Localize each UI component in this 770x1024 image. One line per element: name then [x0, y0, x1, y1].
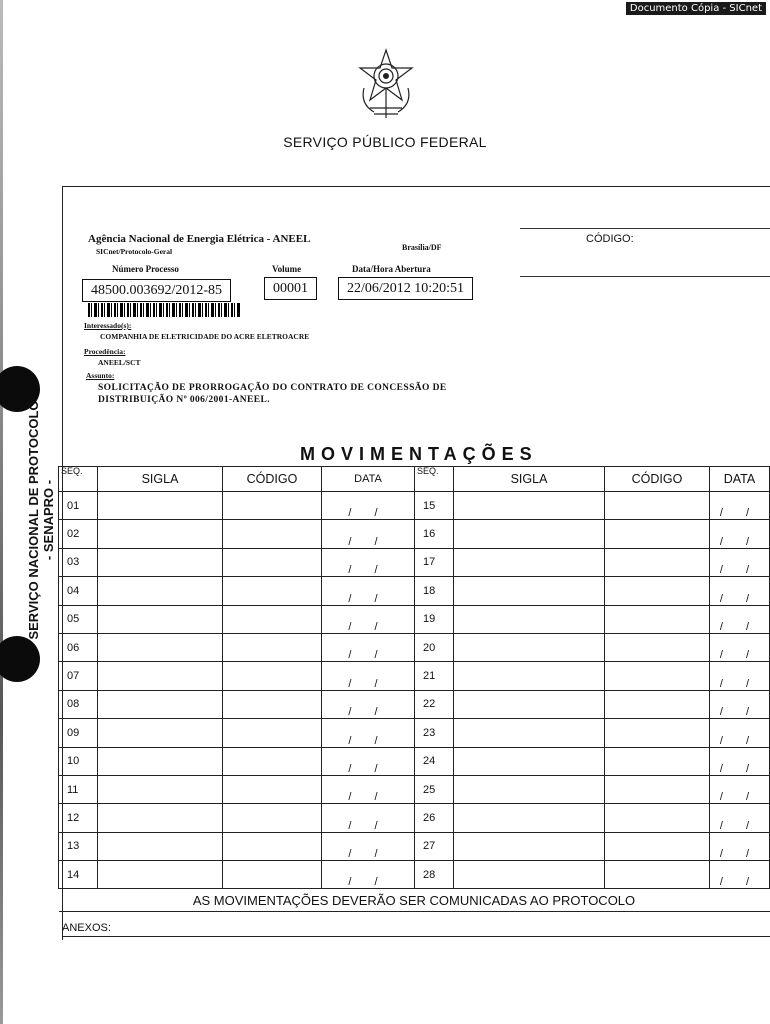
sigla-cell-left	[98, 804, 223, 832]
seq-right: 23	[415, 719, 454, 747]
sigla-cell-right	[454, 861, 605, 889]
data-header-right: DATA	[710, 467, 770, 492]
seq-left: 14	[59, 861, 98, 889]
data-cell-left: / /	[322, 662, 415, 690]
codigo-cell-left	[223, 775, 322, 803]
codigo-header-left: CÓDIGO	[223, 467, 322, 492]
table-row	[59, 492, 770, 520]
sigla-cell-right	[454, 548, 605, 576]
codigo-cell-right	[605, 492, 710, 520]
city: Brasília/DF	[402, 243, 442, 252]
codigo-cell-left	[223, 719, 322, 747]
table-row	[59, 548, 770, 576]
watermark: Documento Cópia - SICnet	[626, 2, 766, 15]
seq-left: 11	[59, 775, 98, 803]
data-cell-right: / /	[710, 548, 770, 576]
codigo-cell-right	[605, 861, 710, 889]
seq-left: 04	[59, 577, 98, 605]
table-header-row	[59, 467, 770, 492]
seq-left: 07	[59, 662, 98, 690]
codigo-cell-right	[605, 605, 710, 633]
anexos-label: ANEXOS:	[62, 922, 111, 934]
data-cell-right: / /	[710, 520, 770, 548]
sigla-cell-left	[98, 605, 223, 633]
codigo-cell-left	[223, 577, 322, 605]
volume-label: Volume	[272, 264, 302, 274]
seq-right: 22	[415, 690, 454, 718]
seq-left: 13	[59, 832, 98, 860]
table-row	[59, 520, 770, 548]
codigo-cell-right	[605, 520, 710, 548]
sigla-cell-left	[98, 747, 223, 775]
codigo-cell-right	[605, 775, 710, 803]
table-row	[59, 775, 770, 803]
data-cell-right: / /	[710, 804, 770, 832]
sigla-cell-left	[98, 548, 223, 576]
volume-value: 00001	[264, 277, 317, 300]
seq-right: 16	[415, 520, 454, 548]
codigo-cell-right	[605, 577, 710, 605]
data-cell-left: / /	[322, 605, 415, 633]
codigo-cell-left	[223, 832, 322, 860]
sigla-header-right: SIGLA	[454, 467, 605, 492]
coat-of-arms-icon	[356, 48, 416, 120]
data-cell-right: / /	[710, 775, 770, 803]
seq-right: 19	[415, 605, 454, 633]
codigo-rule-top	[520, 228, 770, 229]
seq-left: 02	[59, 520, 98, 548]
seq-left: 05	[59, 605, 98, 633]
data-cell-left: / /	[322, 492, 415, 520]
barcode	[88, 303, 240, 317]
sigla-cell-left	[98, 690, 223, 718]
table-row	[59, 861, 770, 889]
sigla-cell-right	[454, 492, 605, 520]
sigla-cell-left	[98, 662, 223, 690]
codigo-cell-left	[223, 548, 322, 576]
sigla-cell-right	[454, 719, 605, 747]
sigla-cell-right	[454, 804, 605, 832]
sigla-cell-left	[98, 633, 223, 661]
sigla-cell-left	[98, 719, 223, 747]
table-body	[59, 492, 770, 889]
sigla-cell-right	[454, 605, 605, 633]
data-cell-right: / /	[710, 747, 770, 775]
movimentacoes-title: MOVIMENTAÇÕES	[300, 444, 538, 464]
codigo-label: CÓDIGO:	[586, 233, 634, 245]
table-row	[59, 633, 770, 661]
numero-processo-label: Número Processo	[112, 264, 179, 274]
interessado-label: Interessado(s):	[84, 321, 132, 330]
assunto-line2: DISTRIBUIÇÃO Nº 006/2001-ANEEL.	[98, 395, 271, 405]
table-row	[59, 804, 770, 832]
seq-left: 06	[59, 633, 98, 661]
movimentacoes-table	[58, 466, 770, 912]
sigla-cell-right	[454, 633, 605, 661]
data-cell-left: / /	[322, 577, 415, 605]
codigo-cell-left	[223, 804, 322, 832]
codigo-cell-right	[605, 804, 710, 832]
data-cell-right: / /	[710, 832, 770, 860]
data-cell-left: / /	[322, 747, 415, 775]
data-cell-left: / /	[322, 832, 415, 860]
codigo-cell-right	[605, 662, 710, 690]
data-cell-right: / /	[710, 861, 770, 889]
seq-left: 03	[59, 548, 98, 576]
data-header-left: DATA	[322, 467, 415, 492]
codigo-cell-right	[605, 633, 710, 661]
sigla-cell-right	[454, 832, 605, 860]
codigo-cell-left	[223, 520, 322, 548]
codigo-cell-right	[605, 832, 710, 860]
numero-processo-value: 48500.003692/2012-85	[82, 279, 231, 302]
data-cell-right: / /	[710, 690, 770, 718]
seq-right: 26	[415, 804, 454, 832]
table-row	[59, 747, 770, 775]
codigo-cell-left	[223, 605, 322, 633]
anexos-rule	[62, 936, 770, 937]
codigo-cell-left	[223, 492, 322, 520]
data-cell-left: / /	[322, 775, 415, 803]
movimentacoes-footer: AS MOVIMENTAÇÕES DEVERÃO SER COMUNICADAS AO PROTOCOLO	[59, 889, 770, 912]
data-cell-left: / /	[322, 719, 415, 747]
senapro-stamp	[26, 400, 56, 640]
seq-left: 09	[59, 719, 98, 747]
data-cell-right: / /	[710, 633, 770, 661]
table-row	[59, 832, 770, 860]
codigo-cell-right	[605, 747, 710, 775]
table-footer-row	[59, 889, 770, 912]
codigo-cell-left	[223, 747, 322, 775]
assunto-text	[98, 382, 447, 406]
assunto-line1: SOLICITAÇÃO DE PRORROGAÇÃO DO CONTRATO DE CONCESSÃO DE	[98, 383, 447, 393]
seq-right: 24	[415, 747, 454, 775]
data-cell-left: / /	[322, 548, 415, 576]
page-title: SERVIÇO PÚBLICO FEDERAL	[283, 134, 487, 150]
codigo-rule-bottom	[520, 276, 770, 277]
senapro-line1: SERVIÇO NACIONAL DE PROTOCOLO	[26, 400, 41, 640]
seq-right: 17	[415, 548, 454, 576]
sigla-cell-right	[454, 690, 605, 718]
seq-right: 28	[415, 861, 454, 889]
scan-edge	[0, 0, 3, 1024]
table-row	[59, 577, 770, 605]
procedencia-label: Procedência:	[84, 347, 126, 356]
sigla-cell-right	[454, 577, 605, 605]
sigla-cell-right	[454, 747, 605, 775]
assunto-label: Assunto:	[86, 371, 115, 380]
codigo-cell-left	[223, 861, 322, 889]
data-abertura-value: 22/06/2012 10:20:51	[338, 277, 473, 300]
data-cell-left: / /	[322, 804, 415, 832]
seq-header-right: SEQ.	[415, 467, 454, 492]
sigla-cell-left	[98, 861, 223, 889]
sigla-cell-left	[98, 577, 223, 605]
seq-left: 10	[59, 747, 98, 775]
seq-right: 20	[415, 633, 454, 661]
data-cell-left: / /	[322, 633, 415, 661]
sigla-cell-left	[98, 520, 223, 548]
seq-right: 25	[415, 775, 454, 803]
codigo-cell-right	[605, 690, 710, 718]
codigo-cell-left	[223, 690, 322, 718]
seq-left: 12	[59, 804, 98, 832]
punch-hole-bottom	[0, 636, 40, 682]
seq-left: 01	[59, 492, 98, 520]
table-row	[59, 690, 770, 718]
table-row	[59, 719, 770, 747]
sigla-cell-left	[98, 832, 223, 860]
data-cell-right: / /	[710, 605, 770, 633]
data-cell-right: / /	[710, 577, 770, 605]
data-cell-right: / /	[710, 492, 770, 520]
seq-header-left: SEQ.	[59, 467, 98, 492]
seq-right: 15	[415, 492, 454, 520]
sigla-cell-left	[98, 775, 223, 803]
procedencia-value: ANEEL/SCT	[98, 358, 141, 367]
form-border-top	[62, 186, 770, 187]
codigo-cell-right	[605, 719, 710, 747]
interessado-value: COMPANHIA DE ELETRICIDADE DO ACRE ELETROACRE	[100, 332, 310, 341]
codigo-cell-left	[223, 633, 322, 661]
data-cell-right: / /	[710, 662, 770, 690]
data-cell-left: / /	[322, 690, 415, 718]
sigla-cell-right	[454, 662, 605, 690]
data-cell-left: / /	[322, 861, 415, 889]
agency-name: Agência Nacional de Energia Elétrica - ANEEL	[88, 233, 311, 245]
seq-right: 27	[415, 832, 454, 860]
sigla-cell-right	[454, 775, 605, 803]
seq-left: 08	[59, 690, 98, 718]
senapro-line2: - SENAPRO -	[41, 479, 56, 561]
sigla-cell-right	[454, 520, 605, 548]
sigla-header-left: SIGLA	[98, 467, 223, 492]
codigo-header-right: CÓDIGO	[605, 467, 710, 492]
data-abertura-label: Data/Hora Abertura	[352, 264, 431, 274]
seq-right: 18	[415, 577, 454, 605]
data-cell-left: / /	[322, 520, 415, 548]
codigo-cell-right	[605, 548, 710, 576]
codigo-cell-left	[223, 662, 322, 690]
table-row	[59, 605, 770, 633]
agency-sub: SICnet/Protocolo-Geral	[96, 247, 173, 256]
seq-right: 21	[415, 662, 454, 690]
sigla-cell-left	[98, 492, 223, 520]
table-row	[59, 662, 770, 690]
data-cell-right: / /	[710, 719, 770, 747]
